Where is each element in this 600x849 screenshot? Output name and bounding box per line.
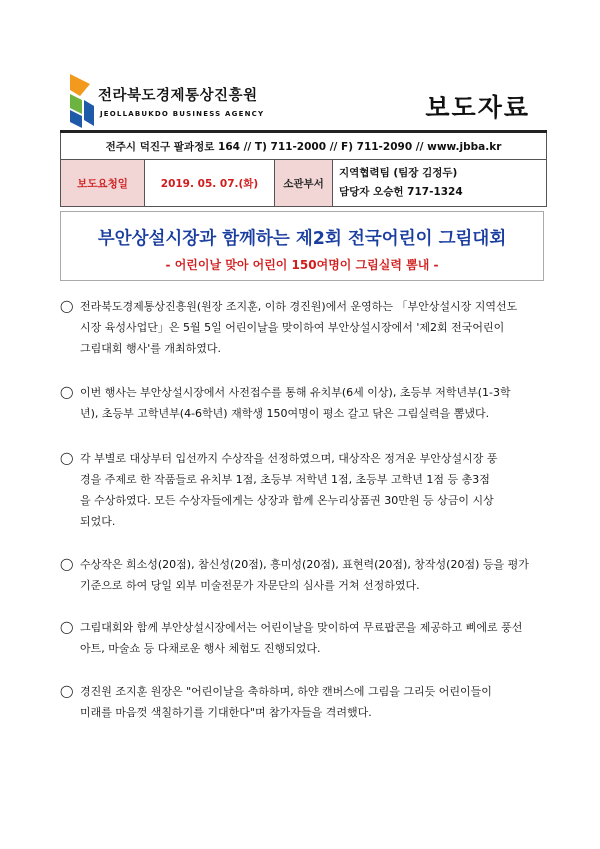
paragraph-line: 수상작은 희소성(20점), 참신성(20점), 흥미성(20점), 표현력(20점), 창작성(20점) 등을 평가 — [80, 558, 529, 571]
paragraph-line: 미래를 마음껏 색칠하기를 기대한다"며 참가자들을 격려했다. — [80, 706, 372, 719]
paragraph-line: 그림대회와 함께 부안상설시장에서는 어린이날을 맞이하여 무료팝콘을 제공하고 삐에로 풍선 — [80, 621, 523, 634]
paragraph-2 — [60, 382, 550, 424]
paragraph-line: 경을 주제로 한 작품들로 유치부 1점, 초등부 저학년 1점, 초등부 고학년 1점 등 총3점 — [80, 473, 490, 486]
paragraph-line: 을 수상하였다. 모든 수상자들에게는 상장과 함께 온누리상품권 30만원 등 상금이 시상 — [80, 494, 494, 507]
paragraph-line: 그림대회 행사'를 개최하였다. — [80, 342, 222, 355]
doc-type-title: 보도자료 — [425, 93, 530, 122]
paragraph-4 — [60, 554, 550, 596]
jbba-logo-icon — [66, 70, 96, 130]
paragraph-line: 되었다. — [80, 515, 116, 528]
paragraph-line: 시장 육성사업단」은 5월 5일 어린이날을 맞이하여 부안상설시장에서 '제2회 전국어린이 — [80, 321, 505, 334]
dept-info — [333, 160, 547, 207]
org-name-ko: 전라북도경제통상진흥원 — [98, 88, 258, 104]
paragraph-3 — [60, 448, 550, 532]
headline-title: 부안상설시장과 함께하는 제2회 전국어린이 그림대회 — [97, 229, 507, 249]
dept-label: 소관부서 — [275, 160, 333, 207]
headline-subtitle: - 어린이날 맞아 어린이 150여명이 그림실력 뽐내 - — [165, 258, 439, 272]
paragraph-line: 전라북도경제통상진흥원(원장 조지훈, 이하 경진원)에서 운영하는 「부안상설시장 지역선도 — [80, 300, 518, 313]
bullet-circle: ◯ — [60, 451, 74, 465]
contact-table — [60, 130, 547, 207]
org-name-en: JEOLLABUKDO BUSINESS AGENCY — [100, 110, 265, 118]
dept-team: 지역협력팀 (팀장 김정두) — [339, 167, 458, 179]
org-logo — [66, 70, 306, 130]
paragraph-5 — [60, 617, 550, 659]
bullet-circle: ◯ — [60, 299, 74, 313]
paragraph-1 — [60, 296, 550, 359]
release-label: 보도요청일 — [61, 160, 145, 207]
bullet-circle: ◯ — [60, 385, 74, 399]
release-date: 2019. 05. 07.(화) — [145, 160, 275, 207]
contact-line: 전주시 덕진구 팔과정로 164 // T) 711-2000 // F) 711-2090 // www.jbba.kr — [61, 132, 547, 160]
paragraph-line: 이번 행사는 부안상설시장에서 사전접수를 통해 유치부(6세 이상), 초등부 저학년부(1-3학 — [80, 386, 511, 399]
bullet-circle: ◯ — [60, 557, 74, 571]
paragraph-line: 경진원 조지훈 원장은 "어린이날을 축하하며, 하얀 캔버스에 그림을 그리듯 어린이들이 — [80, 685, 492, 698]
paragraph-line: 각 부별로 대상부터 입선까지 수상작을 선정하였으며, 대상작은 정겨운 부안상설시장 풍 — [80, 452, 498, 465]
paragraph-6 — [60, 681, 550, 723]
paragraph-line: 년), 초등부 고학년부(4-6학년) 재학생 150여명이 평소 갈고 닦은 그림실력을 뽐냈다. — [80, 407, 490, 420]
headline-box — [60, 211, 544, 281]
dept-contact: 담당자 오승헌 717-1324 — [339, 186, 463, 198]
paragraph-line: 기준으로 하여 당일 외부 미술전문가 자문단의 심사를 거쳐 선정하였다. — [80, 579, 420, 592]
bullet-circle: ◯ — [60, 620, 74, 634]
paragraph-line: 아트, 마술쇼 등 다채로운 행사 체험도 진행되었다. — [80, 642, 321, 655]
bullet-circle: ◯ — [60, 684, 74, 698]
